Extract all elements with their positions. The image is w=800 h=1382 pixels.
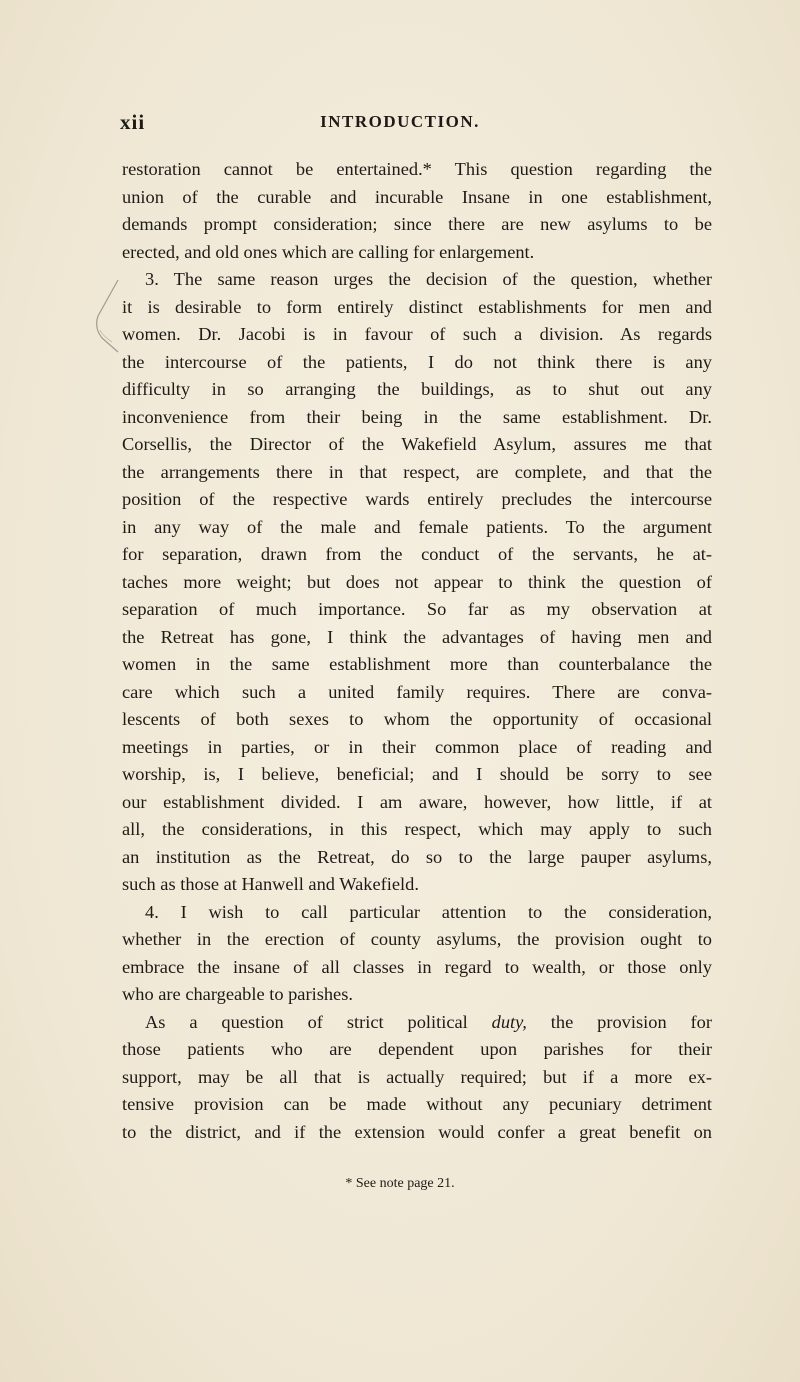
text-line: union of the curable and incurable Insane in one establishment, <box>122 186 712 207</box>
text-line: whether in the erection of county asylums, the provision ought to <box>122 929 712 949</box>
text-line: 3. The same reason urges the decision of the question, whether <box>145 269 712 289</box>
text-line: 4. I wish to call particular attention to the consideration, <box>145 901 712 922</box>
text-line: taches more weight; but does not appear to think the question of <box>122 571 712 592</box>
text-line: support, may be all that is actually required; but if a more ex- <box>122 1066 712 1087</box>
text-line: to the district, and if the extension would confer a great benefit on <box>122 1121 712 1142</box>
text-line: the intercourse of the patients, I do not think there is any <box>122 351 712 372</box>
running-head: INTRODUCTION. <box>320 112 480 131</box>
text-line: it is desirable to form entirely distinct establishments for men and <box>122 296 712 317</box>
text-line: such as those at Hanwell and Wakefield. <box>122 874 419 894</box>
text-line: tensive provision can be made without any pecuniary detriment <box>122 1094 712 1114</box>
text-line: for separation, drawn from the conduct of the servants, he at- <box>122 544 712 564</box>
text-line: the Retreat has gone, I think the advantages of having men and <box>122 626 712 647</box>
text-line: care which such a united family requires. There are conva- <box>122 681 712 702</box>
text-line: embrace the insane of all classes in regard to wealth, or those only <box>122 956 712 977</box>
text-line: our establishment divided. I am aware, however, how little, if at <box>122 791 712 812</box>
text-line: all, the considerations, in this respect, which may apply to such <box>122 819 712 839</box>
text-line: demands prompt consideration; since there are new asylums to be <box>122 214 712 234</box>
text-line: erected, and old ones which are calling for enlargement. <box>122 241 535 262</box>
text-line: Corsellis, the Director of the Wakefield Asylum, assures me that <box>122 434 712 454</box>
text-line: meetings in parties, or in their common place of reading and <box>122 736 712 757</box>
text-line: women. Dr. Jacobi is in favour of such a division. As regards <box>122 324 712 344</box>
emphasis-word: duty, <box>491 1011 527 1032</box>
text-line: separation of much importance. So far as my observation at <box>122 599 712 619</box>
text-line: position of the respective wards entirely precludes the intercourse <box>122 489 712 509</box>
footnote: * See note page 21. <box>345 1176 455 1191</box>
text-line: inconvenience from their being in the same establishment. Dr. <box>122 406 712 427</box>
text-line: those patients who are dependent upon parishes for their <box>122 1039 712 1059</box>
page-header <box>0 110 800 140</box>
text-line: women in the same establishment more than counterbalance the <box>122 654 712 674</box>
text-line: who are chargeable to parishes. <box>122 984 353 1004</box>
page-number: xii <box>120 110 146 134</box>
text-line: worship, is, I believe, beneficial; and I should be sorry to see <box>122 764 712 784</box>
body-text <box>122 156 712 1146</box>
text-line: lescents of both sexes to whom the opportunity of occasional <box>122 709 712 729</box>
text-line: As a question of strict political duty, the provision for <box>145 1011 712 1032</box>
text-line: the arrangements there in that respect, are complete, and that the <box>122 461 712 482</box>
text-line: difficulty in so arranging the buildings, as to shut out any <box>122 379 712 399</box>
text-line: restoration cannot be entertained.* This question regarding the <box>122 159 712 179</box>
text-line: an institution as the Retreat, do so to the large pauper asylums, <box>122 846 712 867</box>
text-line: in any way of the male and female patients. To the argument <box>122 516 712 537</box>
